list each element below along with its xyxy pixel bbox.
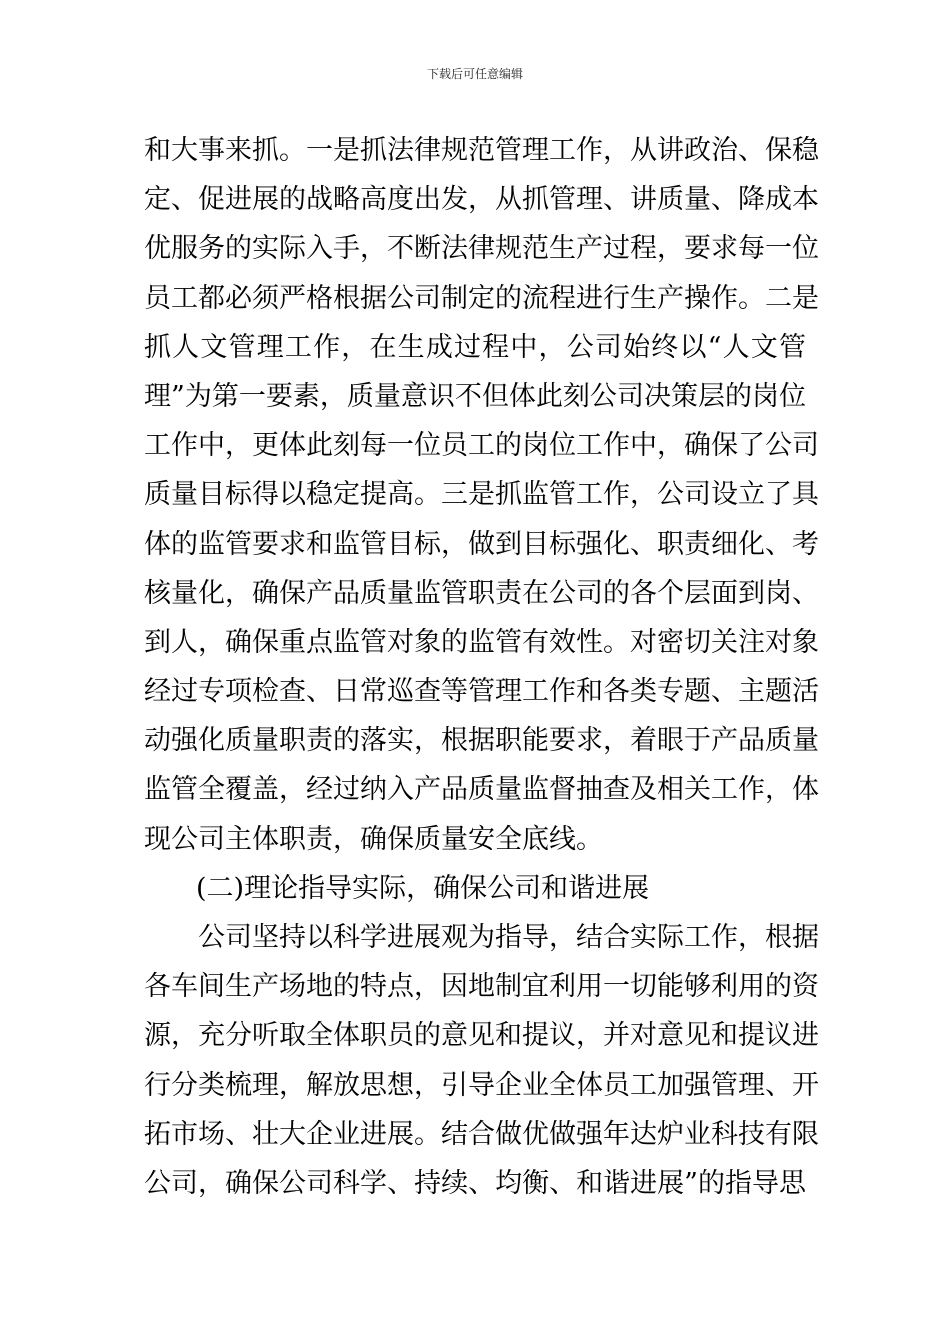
body-line: 核量化，确保产品质量监管职责在公司的各个层面到岗、 xyxy=(144,577,819,609)
body-line: 现公司主体职责，确保质量安全底线。 xyxy=(144,823,603,855)
section-heading: (二)理论指导实际，确保公司和谐进展 xyxy=(196,872,650,904)
body-line: 动强化质量职责的落实，根据职能要求，着眼于产品质量 xyxy=(144,725,819,757)
body-line: 抓人文管理工作，在生成过程中，公司始终以“人文管 xyxy=(144,331,806,363)
body-line: 公司，确保公司科学、持续、均衡、和谐进展”的指导思 xyxy=(144,1167,806,1199)
body-line: 经过专项检查、日常巡查等管理工作和各类专题、主题活 xyxy=(144,676,819,708)
body-line: 拓市场、壮大企业进展。结合做优做强年达炉业科技有限 xyxy=(144,1118,819,1150)
body-line: 公司坚持以科学进展观为指导，结合实际工作，根据 xyxy=(198,922,819,953)
page-header: 下载后可任意编辑 xyxy=(426,67,523,81)
body-line: 监管全覆盖，经过纳入产品质量监督抽查及相关工作，体 xyxy=(144,774,819,806)
body-line: 各车间生产场地的特点，因地制宜利用一切能够利用的资 xyxy=(144,971,819,1003)
body-line: 理”为第一要素，质量意识不但体此刻公司决策层的岗位 xyxy=(144,380,806,412)
body-line: 体的监管要求和监管目标，做到目标强化、职责细化、考 xyxy=(144,528,819,560)
document-body xyxy=(144,126,819,1208)
body-line: 行分类梳理，解放思想，引导企业全体员工加强管理、开 xyxy=(144,1069,819,1101)
body-line: 到人，确保重点监管对象的监管有效性。对密切关注对象 xyxy=(144,626,819,658)
body-line: 工作中，更体此刻每一位员工的岗位工作中，确保了公司 xyxy=(144,430,819,462)
body-line: 源，充分听取全体职员的意见和提议，并对意见和提议进 xyxy=(144,1020,819,1052)
body-line: 优服务的实际入手，不断法律规范生产过程，要求每一位 xyxy=(144,233,819,265)
body-line: 质量目标得以稳定提高。三是抓监管工作，公司设立了具 xyxy=(144,479,819,511)
body-line: 定、促进展的战略高度出发，从抓管理、讲质量、降成本 xyxy=(144,184,819,216)
body-line: 员工都必须严格根据公司制定的流程进行生产操作。二是 xyxy=(144,282,819,314)
body-line: 和大事来抓。一是抓法律规范管理工作，从讲政治、保稳 xyxy=(144,135,819,166)
